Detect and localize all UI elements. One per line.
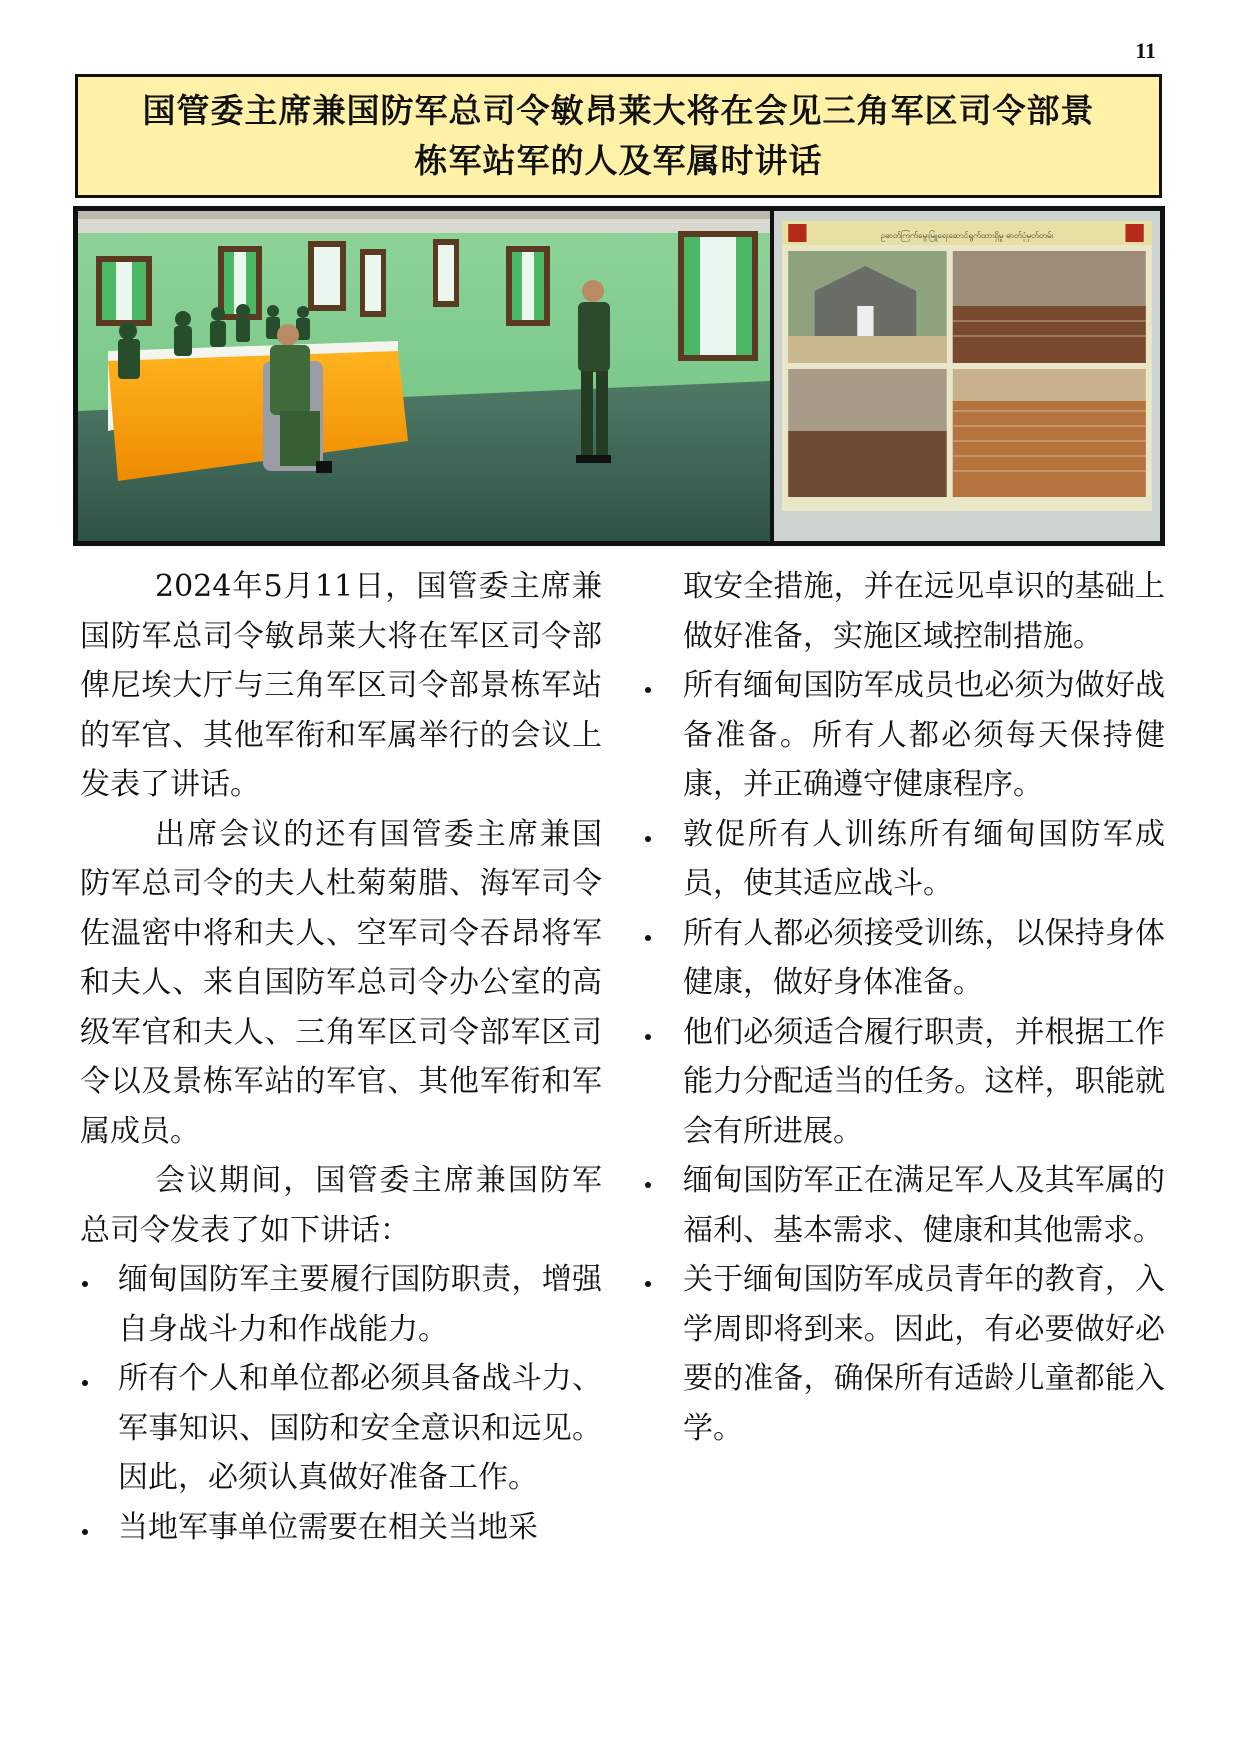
list-item: 缅甸国防军正在满足军人及其军属的福利、基本需求、健康和其他需求。 — [643, 1156, 1165, 1255]
title-line-2: 栋军站军的人及军属时讲话 — [414, 141, 823, 180]
list-item: 当地军事单位需要在相关当地采 — [80, 1503, 602, 1553]
right-bullet-list — [643, 661, 1165, 1453]
paragraph-2: 出席会议的还有国管委主席兼国防军总司令的夫人杜菊菊腊、海军司令佐温密中将和夫人、空军司令吞昂将军和夫人、来自国防军总司令办公室的高级军官和夫人、三角军区司令部军区司令以及景栋军站的军官、其他军衔和军属成员。 — [80, 816, 602, 1149]
list-item: 所有缅甸国防军成员也必须为做好战备准备。所有人都必须每天保持健康，并正确遵守健康程序。 — [643, 661, 1165, 810]
list-item: 他们必须适合履行职责，并根据工作能力分配适当的任务。这样，职能就会有所进展。 — [643, 1008, 1165, 1157]
list-item: 敦促所有人训练所有缅甸国防军成员，使其适应战斗。 — [643, 810, 1165, 909]
meeting-hall-photo — [78, 211, 770, 541]
paragraph-1: 2024年5月11日，国管委主席兼国防军总司令敏昂莱大将在军区司令部俾尼埃大厅与三角军区司令部景栋军站的军官、其他军衔和军属举行的会议上发表了讲话。 — [80, 569, 602, 802]
left-column — [80, 562, 602, 1552]
photo-strip — [73, 206, 1165, 546]
list-item: 所有人都必须接受训练，以保持身体健康，做好身体准备。 — [643, 909, 1165, 1008]
screen-heading: ဥဓာတ်ကြက်မွေးမြူရေးဆောင်ရွက်ထားရှိမှု ဓာတ်ပုံမှတ်တမ်း — [880, 231, 1054, 240]
right-column — [643, 562, 1165, 1552]
list-item: 所有个人和单位都必须具备战斗力、军事知识、国防和安全意识和远见。因此，必须认真做好准备工作。 — [80, 1354, 602, 1503]
list-item: 关于缅甸国防军成员青年的教育，入学周即将到来。因此，有必要做好必要的准备，确保所有适龄儿童都能入学。 — [643, 1255, 1165, 1453]
article-title — [75, 74, 1162, 198]
article-body — [80, 562, 1165, 1552]
paragraph-3: 会议期间，国管委主席兼国防军总司令发表了如下讲话： — [80, 1163, 602, 1248]
page-number: 11 — [1135, 38, 1156, 63]
presentation-screen-photo — [774, 211, 1160, 541]
title-line-1: 国管委主席兼国防军总司令敏昂莱大将在会见三角军区司令部景 — [142, 91, 1095, 130]
list-item: 缅甸国防军主要履行国防职责，增强自身战斗力和作战能力。 — [80, 1255, 602, 1354]
bullet-continuation: 取安全措施，并在远见卓识的基础上做好准备，实施区域控制措施。 — [683, 569, 1165, 654]
left-bullet-list — [80, 1255, 602, 1552]
